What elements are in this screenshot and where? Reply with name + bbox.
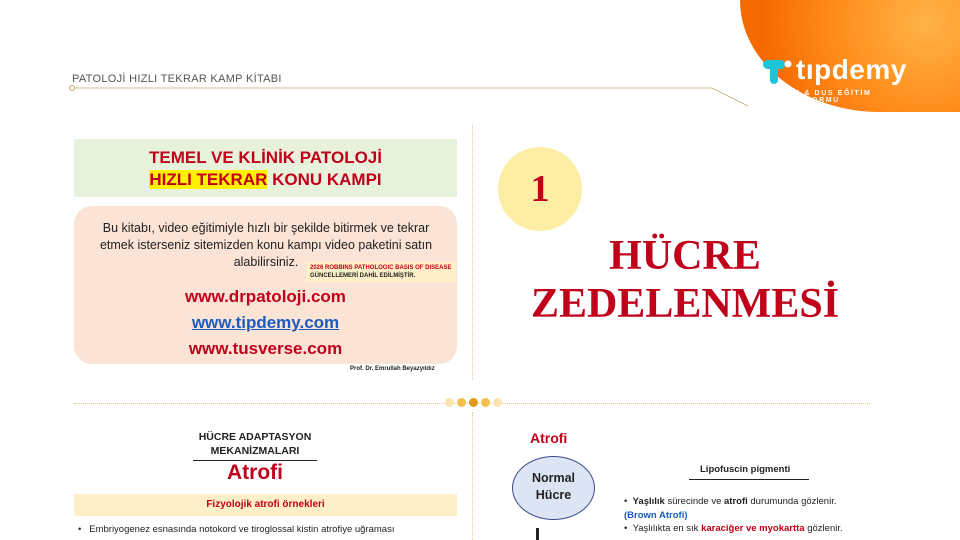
link-tipdemy[interactable]: www.tipdemy.com	[191, 313, 340, 332]
vertical-divider-bottom	[472, 412, 473, 540]
text-span: sürecinde ve	[664, 496, 724, 507]
kamp-highlight: HIZLI TEKRAR	[149, 170, 268, 189]
atrofi-heading-right: Atrofi	[530, 430, 568, 446]
adaptation-heading-line2: MEKANİZMALARI	[210, 445, 300, 457]
tipdemy-logo[interactable]	[762, 54, 932, 104]
chapter-title-line2: ZEDELENMESİ	[530, 281, 840, 327]
brown-atrophy-note: (Brown Atrofi)	[624, 510, 688, 521]
robbins-line2: GÜNCELLEMERİ DAHİL EDİLMİŞTİR.	[310, 273, 416, 279]
diagram-arrow-stem	[536, 528, 539, 540]
normal-cell-line1: Normal	[531, 471, 576, 485]
text-bold: Yaşlılık	[632, 496, 665, 507]
divider-dots	[445, 398, 502, 407]
text-span: gözlenir.	[804, 523, 843, 534]
divider-dot	[469, 398, 478, 407]
list-item: • Yaşlılık sürecinde ve atrofi durumunda gözlenir.	[624, 496, 837, 507]
text-span: Yaşlılıkta en sık	[632, 523, 702, 534]
divider-dot	[493, 398, 502, 407]
robbins-note	[306, 262, 456, 282]
adaptation-heading-line1: HÜCRE ADAPTASYON	[198, 431, 312, 443]
divider-dot	[445, 398, 454, 407]
vertical-divider-top	[472, 125, 473, 380]
physiologic-atrophy-heading: Fizyolojik atrofi örnekleri	[74, 494, 457, 516]
adaptation-heading	[190, 430, 320, 458]
book-title: PATOLOJİ HIZLI TEKRAR KAMP KİTABI	[72, 73, 282, 85]
kamp-banner	[74, 139, 457, 197]
logo-mark-icon	[762, 56, 792, 86]
list-item-text: Embriyogenez esnasında notokord ve tiroglossal kistin atrofiye uğraması	[89, 524, 395, 535]
chapter-number-badge	[498, 147, 582, 231]
text-bold: atrofi	[724, 496, 748, 507]
chapter-number: 1	[530, 168, 550, 210]
author-name: Prof. Dr. Emrullah Beyazyıldız	[350, 366, 435, 372]
list-item: • Yaşlılıkta en sık karaciğer ve myokartta gözlenir.	[624, 523, 843, 534]
kamp-title-rest: KONU KAMPI	[267, 170, 382, 189]
kamp-title-line2	[74, 170, 457, 190]
info-description: Bu kitabı, video eğitimiyle hızlı bir şekilde bitirmek ve tekrar etmek isterseniz sitemizden konu kampı video paketini satın alabilirsiniz.	[99, 221, 433, 269]
link-tusverse[interactable]: www.tusverse.com	[188, 339, 343, 358]
text-span: durumunda gözlenir.	[747, 496, 837, 507]
lipofuscin-underline	[689, 479, 809, 480]
lipofuscin-heading: Lipofuscin pigmenti	[700, 464, 791, 475]
normal-cell-diagram	[512, 456, 595, 520]
divider-dot	[481, 398, 490, 407]
chapter-title	[490, 232, 880, 328]
kamp-title-line1: TEMEL VE KLİNİK PATOLOJİ	[149, 148, 382, 167]
atrofi-heading-left: Atrofi	[227, 461, 283, 484]
text-red: karaciğer ve myokartta	[701, 523, 805, 534]
robbins-line1: 2026 ROBBINS PATHOLOGIC BASIS OF DISEASE	[310, 265, 452, 271]
divider-dot	[457, 398, 466, 407]
list-item: • Embriyogenez esnasında notokord ve tiroglossal kistin atrofiye uğraması	[78, 524, 395, 535]
logo-wordmark: tıpdemy	[796, 54, 907, 85]
normal-cell-line2: Hücre	[535, 488, 572, 502]
link-drpatoloji[interactable]: www.drpatoloji.com	[185, 287, 346, 306]
logo-tagline: TUS & DUS EĞİTİM PLATFORMU	[782, 90, 872, 104]
chapter-title-line1: HÜCRE	[609, 233, 761, 279]
